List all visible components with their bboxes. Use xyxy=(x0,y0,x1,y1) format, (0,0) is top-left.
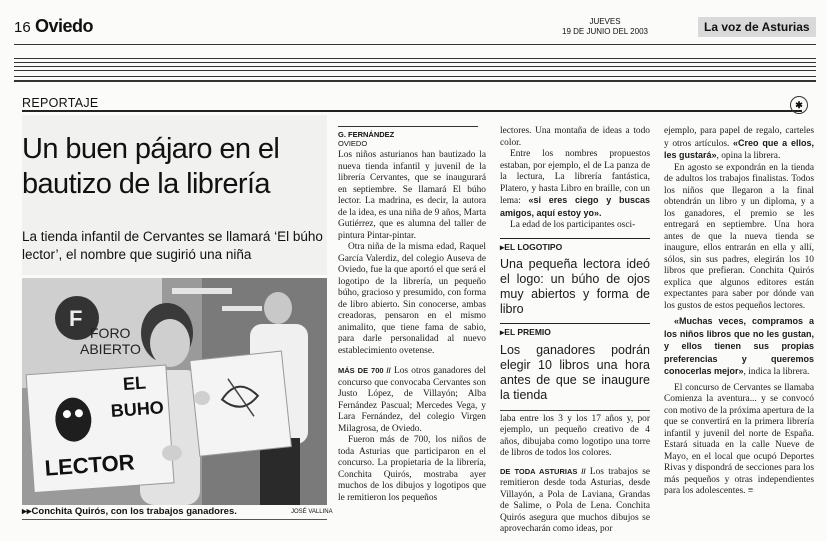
dateline-date: 19 DE JUNIO DEL 2003 xyxy=(562,27,648,36)
paragraph: Los niños asturianos han bautizado la nueva tienda infantil y juvenil de la librería Cervantes, que se inaugurará en septiembre. Se llamará El búho lector. La madrina, es decir, la autora de la idea, es una niña de 9 años, Marta Gutiérrez, que es alumna del taller de pintura Pintar-pintar. xyxy=(338,150,486,241)
paragraph xyxy=(500,466,650,536)
paragraph: En agosto se expondrán en la tienda de adultos los trabajos finalistas. Todos los niños que llegaron a la final obtendrán un libro y un diploma, y a los ganadores, el premio se les entregará en septiembre. Una hora antes de que la nueva tienda se inaugure, ellos entrarán en ella y allí, sólos, sin sus padres, elegirán los 10 libros que prefieran. Conchita Quirós explica que algunos editores están expectantes para saber por dónde van los gustos de estos pequeños lectores. xyxy=(664,162,814,311)
photo-illustration xyxy=(22,278,327,505)
header-rule xyxy=(14,80,816,82)
paragraph-text: , opina la librera. xyxy=(716,151,781,161)
text-column-1 xyxy=(338,150,486,504)
byline-rule xyxy=(338,126,478,127)
header-rule xyxy=(14,44,816,45)
paragraph-text: Los trabajos se remitieron desde toda Asturias, desde Villayón, a Pola de Laviana, Grandas de Salime, o Pola de Lena. Conchita Quirós asegura que muchos dibujos se aprovecharán como ideas, por xyxy=(500,466,651,534)
kicker: REPORTAJE xyxy=(22,96,99,110)
paragraph-text: ejemplo, para papel de regalo, carteles y otros artículos. xyxy=(664,126,814,149)
pull-quote: «si eres ciego y buscas amigos, aquí estoy yo». xyxy=(500,195,651,218)
byline-name: G. FERNÁNDEZ xyxy=(338,130,395,139)
paragraph: La edad de los participantes osci- xyxy=(510,220,636,230)
paragraph xyxy=(664,316,814,379)
newspaper-name: La voz de Asturias xyxy=(698,17,816,37)
paragraph: Fueron más de 700, los niños de toda Asturias que participaron en el concurso. La propietaria de la librería, Conchita Quirós, mostraba ayer muchos de los dibujos y logotipos que le remitieron los pequeños xyxy=(338,435,486,503)
highlight-box-premio xyxy=(500,323,650,403)
text-column-3 xyxy=(664,126,814,498)
paragraph xyxy=(500,149,650,220)
section-lead: MÁS DE 700 // xyxy=(338,366,391,375)
byline xyxy=(338,126,478,148)
page-number: 16 xyxy=(14,19,31,36)
highlight-box-logo xyxy=(500,238,650,318)
caption-arrow-icon: ▸▸ xyxy=(22,506,32,517)
drawing-text3: LECTOR xyxy=(43,449,136,481)
dateline-day: JUEVES xyxy=(589,17,621,26)
section-lead: DE TODA ASTURIAS // xyxy=(500,466,586,476)
paragraph-text: Los otros ganadores del concurso que convocaba Cervantes son Justo López, de Villayón; Alba Fernández Pascual; Mercedes Vega, y Lara Fernández, del colegio Virgen Milagrosa, de Oviedo. xyxy=(338,366,486,434)
headline: Un buen pájaro en el bautizo de la librería xyxy=(22,133,280,200)
paragraph-text: Entre los nombres propuestos estaban, por ejemplo, el de La panza de la lectura, La librería fantástica, Platero, y hasta Libro en braille, con un lema: xyxy=(500,149,650,206)
photo-sign-line2: ABIERTO xyxy=(80,341,141,357)
photo-caption xyxy=(22,506,302,517)
subheadline: La tienda infantil de Cervantes se llamará ‘El búho lector’, el nombre que sugirió una niña xyxy=(22,229,323,262)
end-mark-icon: ≡ xyxy=(747,486,754,496)
drawing-text2: BUHO xyxy=(110,397,165,421)
photo-sign-line1: FORO xyxy=(90,325,131,341)
header-rule xyxy=(14,70,816,71)
section-emblem-icon: ✱ xyxy=(790,96,808,114)
pull-quote: «Creo que a ellos, les gustará» xyxy=(664,137,814,160)
header-rule xyxy=(14,76,816,77)
dateline xyxy=(560,17,650,37)
box-heading: ▸EL PREMIO xyxy=(500,327,551,337)
byline-place: OVIEDO xyxy=(338,139,368,148)
article-photo xyxy=(22,278,327,505)
paragraph: lectores. Una montaña de ideas a todo color. xyxy=(500,126,650,148)
paragraph xyxy=(664,383,814,498)
paragraph-text: , indica la librera. xyxy=(743,367,810,377)
header-rule xyxy=(14,58,816,59)
paragraph-text: El concurso de Cervantes se llamaba Comienza la aventura... y se convocó con motivo de la próxima apertura de la que se convertirá en la primera librería infantil y juvenil del norte de España. Estará situada en la calle Nueve de Mayo, en el local que ocupó Deportes Rivas y dispondrá de secciones para los más pequeños y otras independientes para los adolescentes. xyxy=(664,382,814,496)
photo-credit: JOSÉ VALLINA xyxy=(291,509,333,515)
kicker-rule xyxy=(22,110,802,112)
caption-text: Conchita Quirós, con los trabajos ganadores. xyxy=(31,506,237,517)
box-text: Los ganadores podrán elegir 10 libros una hora antes de que se inaugure la tienda xyxy=(500,342,650,402)
box-heading: ▸EL LOGOTIPO xyxy=(500,241,563,252)
drawing-text1: EL xyxy=(122,372,147,395)
paragraph: Otra niña de la misma edad, Raquel García Valerdiz, del colegio Auseva de Oviedo, fue la que aportó el que será el logotipo de la librería, un pequeño búho, gracioso y presumido, con forma de libro abierto. Sin conocerse, ambas creadoras, pensaron en el mismo animalito, que tiene fama de sabio, para darle personalidad al nuevo establecimiento ovetense. xyxy=(338,242,486,356)
text-column-2 xyxy=(500,126,650,536)
box-text: Una pequeña lectora ideó el logo: un búho de ojos muy abiertos y forma de libro xyxy=(500,257,650,316)
paragraph: laba entre los 3 y los 17 años y, por ejemplo, un pequeño creativo de 4 años, dibujaba como logotipo una torre de libros de todos los colores. xyxy=(500,410,650,460)
section-title: Oviedo xyxy=(35,16,94,36)
caption-rule xyxy=(22,519,327,520)
header-rule xyxy=(14,62,816,63)
svg-text:F: F xyxy=(69,306,83,331)
header-rule xyxy=(14,66,816,67)
paragraph xyxy=(664,126,814,163)
pull-quote: «Muchas veces, compramos a los niños libros que no les gustan, y ellos tienen sus propias preferencias y queremos conocerlas mejor» xyxy=(664,316,814,376)
paragraph xyxy=(338,365,486,435)
